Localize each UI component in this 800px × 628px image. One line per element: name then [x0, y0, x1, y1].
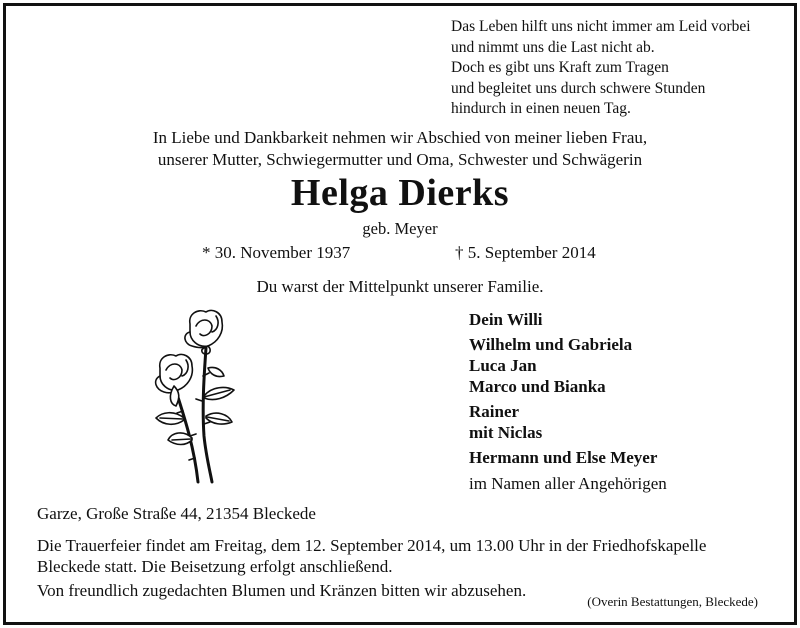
poem-line: und nimmt uns die Last nicht ab.: [451, 38, 655, 56]
intro-line-1: In Liebe und Dankbarkeit nehmen wir Abschied von meiner lieben Frau,: [152, 128, 648, 147]
deceased-name: Helga Dierks: [290, 172, 510, 214]
address: Garze, Große Straße 44, 21354 Bleckede: [37, 504, 316, 523]
rose-illustration: [146, 306, 246, 486]
mourner-line: Marco und Bianka: [469, 377, 606, 396]
mourner-line: Wilhelm und Gabriela: [469, 335, 633, 354]
poem: [451, 17, 751, 120]
poem-line: Doch es gibt uns Kraft zum Tragen: [451, 59, 669, 76]
mourner-line: Hermann und Else Meyer: [469, 448, 658, 467]
ceremony-line-2: Bleckede statt. Die Beisetzung erfolgt anschließend.: [37, 557, 393, 576]
mourner-line: Dein Willi: [469, 310, 543, 329]
poem-line: Das Leben hilft uns nicht immer am Leid vorbei: [451, 18, 751, 35]
mourner-line: Luca Jan: [469, 356, 537, 375]
flowers-note: Von freundlich zugedachten Blumen und Kränzen bitten wir abzusehen.: [37, 581, 527, 600]
mourners-closing: im Namen aller Angehörigen: [469, 474, 667, 493]
mourner-line: Rainer: [469, 402, 520, 421]
poem-line: und begleitet uns durch schwere Stunden: [451, 79, 706, 97]
mourner-line: mit Niclas: [469, 423, 543, 442]
death-date: † 5. September 2014: [455, 243, 596, 262]
poem-line: hindurch in einen neuen Tag.: [451, 100, 631, 117]
motto: Du warst der Mittelpunkt unserer Familie.: [256, 277, 544, 296]
funeral-home-credit: (Overin Bestattungen, Bleckede): [587, 594, 758, 609]
obituary-notice: [3, 3, 797, 625]
maiden-name: geb. Meyer: [362, 219, 438, 238]
ceremony-line-1: Die Trauerfeier findet am Freitag, dem 12. September 2014, um 13.00 Uhr in der Friedhofskapelle: [37, 536, 707, 555]
intro-line-2: unserer Mutter, Schwiegermutter und Oma, Schwester und Schwägerin: [157, 150, 643, 169]
birth-date: * 30. November 1937: [202, 243, 351, 262]
